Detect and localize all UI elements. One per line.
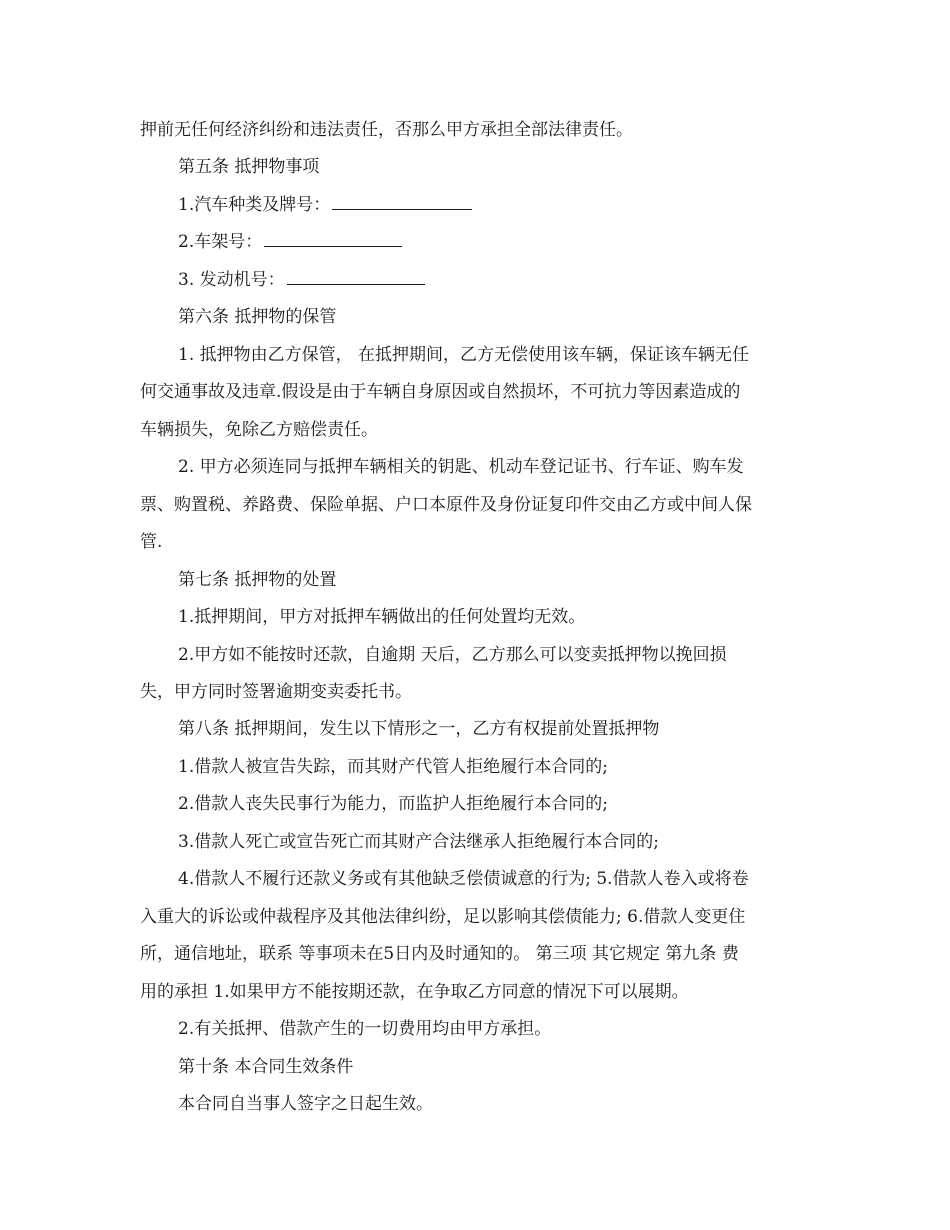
engine-number-label: 3. 发动机号： xyxy=(178,270,285,290)
engine-number-blank xyxy=(287,269,425,285)
text-line-19: 2.借款人丧失民事行为能力，而监护人拒绝履行本合同的; xyxy=(178,794,608,814)
text-line-22: 入重大的诉讼或仲裁程序及其他法律纠纷，足以影响其偿债能力; 6.借款人变更住 xyxy=(140,907,746,927)
text-line-27: 本合同自当事人签字之日起生效。 xyxy=(178,1094,433,1114)
text-line-12: 管. xyxy=(140,532,163,552)
text-line-14: 1.抵押期间，甲方对抵押车辆做出的任何处置均无效。 xyxy=(178,607,586,627)
text-line-25: 2.有关抵押、借款产生的一切费用均由甲方承担。 xyxy=(178,1019,552,1039)
text-line-11: 票、购置税、养路费、保险单据、户口本原件及身份证复印件交由乙方或中间人保 xyxy=(140,495,752,515)
text-line-1: 押前无任何经济纠纷和违法责任，否那么甲方承担全部法律责任。 xyxy=(140,120,633,140)
text-line-23: 所，通信地址，联系 等事项未在5日内及时通知的。 第三项 其它规定 第九条 费 xyxy=(140,944,739,964)
text-line-10: 2. 甲方必须连同与抵押车辆相关的钥匙、机动车登记证书、行车证、购车发 xyxy=(178,457,744,477)
article-7-heading: 第七条 抵押物的处置 xyxy=(178,570,337,590)
chassis-number-blank xyxy=(264,231,402,247)
article-6-heading: 第六条 抵押物的保管 xyxy=(178,307,337,327)
text-line-16: 失，甲方同时签署逾期变卖委托书。 xyxy=(140,682,412,702)
text-line-8: 何交通事故及违章.假设是由于车辆自身原因或自然损坏，不可抗力等因素造成的 xyxy=(140,382,741,402)
chassis-number-label: 2.车架号： xyxy=(178,232,263,252)
text-line-18: 1.借款人被宣告失踪，而其财产代管人拒绝履行本合同的; xyxy=(178,757,608,777)
text-line-9: 车辆损失，免除乙方赔偿责任。 xyxy=(140,420,378,440)
article-10-heading: 第十条 本合同生效条件 xyxy=(178,1057,354,1077)
vehicle-type-plate-label: 1.汽车种类及牌号： xyxy=(178,195,331,215)
text-line-7: 1. 抵押物由乙方保管， 在抵押期间，乙方无偿使用该车辆，保证该车辆无任 xyxy=(178,345,750,365)
text-line-15: 2.甲方如不能按时还款，自逾期 天后，乙方那么可以变卖抵押物以挽回损 xyxy=(178,645,727,665)
article-5-heading: 第五条 抵押物事项 xyxy=(178,157,320,177)
vehicle-type-plate-field xyxy=(178,194,472,216)
text-line-21: 4.借款人不履行还款义务或有其他缺乏偿债诚意的行为; 5.借款人卷入或将卷 xyxy=(178,869,749,889)
engine-number-field xyxy=(178,269,425,291)
text-line-20: 3.借款人死亡或宣告死亡而其财产合法继承人拒绝履行本合同的; xyxy=(178,832,659,852)
chassis-number-field xyxy=(178,231,402,253)
article-8-heading: 第八条 抵押期间，发生以下情形之一，乙方有权提前处置抵押物 xyxy=(178,719,660,739)
text-line-24: 用的承担 1.如果甲方不能按期还款，在争取乙方同意的情况下可以展期。 xyxy=(140,982,689,1002)
vehicle-type-plate-blank xyxy=(332,194,472,210)
